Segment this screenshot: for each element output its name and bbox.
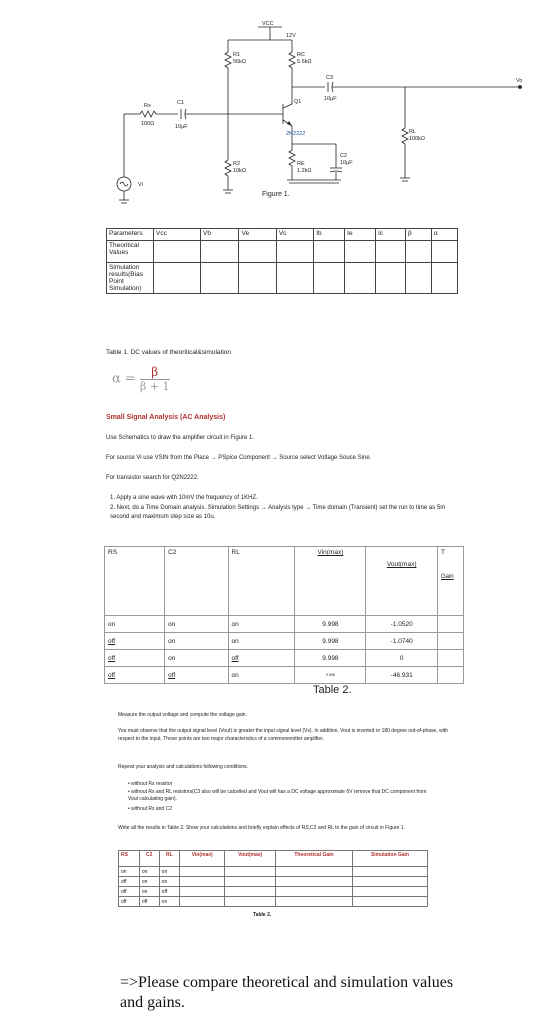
c2-value: 10µF: [340, 160, 353, 166]
q1-part: 2N2222: [286, 131, 306, 137]
t2-cell[interactable]: [437, 633, 463, 650]
t1-header: α: [431, 229, 457, 241]
t2-cell: on: [165, 650, 228, 667]
t1-header: Ic: [376, 229, 406, 241]
t3-cell: off: [139, 897, 159, 907]
t2-cell: 9.998: [295, 633, 366, 650]
vcc-value: 12V: [286, 33, 296, 39]
t1-header: Vcc: [154, 229, 201, 241]
t3-cell[interactable]: [275, 877, 352, 887]
rc-name: RC: [297, 52, 305, 58]
c1-name: C1: [177, 100, 185, 106]
figure-caption: Figure 1.: [262, 191, 290, 198]
t3-header: Theoretical Gain: [275, 851, 352, 867]
re-value: 1.2kΩ: [297, 168, 312, 174]
t1-cell[interactable]: [154, 241, 201, 263]
t2-cell: 9.998: [295, 616, 366, 633]
ac-line-1: Use Schematics to draw the amplifier circuit in Figure 1.: [106, 435, 255, 441]
t3-cell[interactable]: [180, 897, 225, 907]
t3-cell: off: [119, 877, 140, 887]
t3-cell: on: [139, 877, 159, 887]
vi-label: Vi: [138, 182, 143, 188]
t2-cell: 0: [366, 650, 438, 667]
formula-numerator: β: [140, 365, 170, 380]
t1-row-label: Simulation results(Bias Point Simulation): [107, 263, 154, 294]
t1-cell[interactable]: [314, 241, 345, 263]
r1-name: R1: [233, 52, 241, 58]
table3-caption: Table 2.: [253, 912, 272, 918]
t1-header: Vc: [276, 229, 313, 241]
t2-cell[interactable]: [437, 667, 463, 684]
t3-header: Vout(max): [225, 851, 276, 867]
t3-cell[interactable]: [275, 897, 352, 907]
bullet-text: without Rs resistor: [131, 781, 173, 787]
t2-cell: on: [228, 667, 295, 684]
bullet-item: • without Rs and C2: [128, 806, 172, 812]
t3-cell: on: [139, 887, 159, 897]
t2-header-t: T: [440, 549, 445, 556]
t3-cell[interactable]: [352, 887, 427, 897]
rc-value: 5.6kΩ: [297, 59, 312, 65]
table2-caption: Table 2.: [313, 684, 352, 696]
t3-cell: on: [159, 877, 179, 887]
bullet-text: without Rs and C2: [131, 806, 172, 812]
t1-header: Vb: [201, 229, 239, 241]
t1-cell[interactable]: [405, 263, 431, 294]
t2-cell: -1.0520: [366, 616, 438, 633]
rs-name: Rs: [144, 103, 151, 109]
t2-header: RL: [228, 547, 295, 616]
t3-cell[interactable]: [180, 887, 225, 897]
t2-cell: on: [165, 616, 228, 633]
rl-name: RL: [409, 129, 417, 135]
t3-cell[interactable]: [180, 877, 225, 887]
t2-header: RS: [105, 547, 165, 616]
t3-header: Simulation Gain: [352, 851, 427, 867]
table1-caption: Table 1. DC values of theoritical&simulation: [106, 349, 232, 356]
formula-denominator: β + 1: [139, 380, 170, 393]
t3-cell: off: [119, 897, 140, 907]
t2-cell: off: [105, 650, 165, 667]
t2-cell[interactable]: [437, 650, 463, 667]
t2-cell: -1.0740: [366, 633, 438, 650]
rl-value: 100kΩ: [409, 136, 426, 142]
t2-cell: off: [228, 650, 295, 667]
t3-cell[interactable]: [225, 887, 276, 897]
t3-cell[interactable]: [180, 867, 225, 877]
formula-lhs: α =: [112, 371, 136, 387]
ac-step-2: 2. Next, do a Time Domain analysis. Simulation Settings → Analysis type → Time domain (Transient) set the run to time as 5m second and maximum step size as 10u.: [110, 505, 446, 520]
ac-step-1: 1. Apply a sine wave with 10mV the frequency of 1KHZ.: [110, 495, 258, 501]
t3-cell[interactable]: [225, 897, 276, 907]
ac-line-2: For source Vi use VSIN from the Place → PSpice Component → Source select Voltage Souce Sine.: [106, 455, 372, 461]
t1-cell[interactable]: [431, 241, 457, 263]
t1-cell[interactable]: [239, 263, 276, 294]
t1-row-label: Theoritical Values: [107, 241, 154, 263]
compare-note: =>Please compare theoretical and simulation values and gains.: [120, 974, 454, 1011]
ac-line-3: For transistor search for Q2N2222.: [106, 475, 199, 481]
t2-cell: off: [105, 667, 165, 684]
t2-header-vin: Vin(max): [317, 549, 344, 556]
t1-header: Ib: [314, 229, 345, 241]
c3-value: 10µF: [324, 96, 337, 102]
c3-name: C3: [326, 75, 334, 81]
t1-cell[interactable]: [431, 263, 457, 294]
t3-cell[interactable]: [275, 887, 352, 897]
t3-header: RL: [159, 851, 179, 867]
t2-cell: 9.998: [295, 667, 366, 684]
t2-header: C2: [165, 547, 228, 616]
t3-header: Vin(max): [180, 851, 225, 867]
q1-name: Q1: [294, 99, 302, 105]
t2-cell: on: [228, 633, 295, 650]
t2-cell: on: [105, 616, 165, 633]
t3-cell[interactable]: [275, 867, 352, 877]
t2-header-gain: Gain: [440, 574, 454, 580]
t3-cell[interactable]: [352, 897, 427, 907]
t3-cell[interactable]: [225, 877, 276, 887]
t1-header: Parameters: [107, 229, 154, 241]
ac-results-table: [104, 546, 464, 684]
instr-p2: You must observe that the output signal level (Vout) is greater the input signal level (Vs). In addition, Vout is inverted or 180 degree out-of-phase, with respect to the input. Those points are two major characteristics of a commonemitter amplifier.: [118, 728, 449, 742]
bullet-item: • without Rs and RL resistors(C3 also will be calcelled and Vout will has a DC voltage approximate 6V remove that DC component from Vout calculating gain).: [128, 789, 427, 802]
t1-cell[interactable]: [405, 241, 431, 263]
t1-cell[interactable]: [345, 241, 376, 263]
t2-cell: off: [105, 633, 165, 650]
t3-header: RS: [119, 851, 140, 867]
t3-cell[interactable]: [225, 867, 276, 877]
circuit-schematic: [0, 0, 550, 215]
t2-cell: 9.998: [295, 650, 366, 667]
t1-cell[interactable]: [376, 241, 406, 263]
dc-values-table: [106, 228, 458, 294]
t1-header: Ie: [345, 229, 376, 241]
ac-section-title: Small Signal Analysis (AC Analysis): [106, 414, 226, 421]
t1-cell[interactable]: [239, 241, 276, 263]
t3-cell[interactable]: [352, 867, 427, 877]
r2-value: 10kΩ: [233, 168, 246, 174]
t1-cell[interactable]: [276, 241, 313, 263]
alpha-formula: [112, 365, 170, 393]
t1-cell[interactable]: [201, 241, 239, 263]
c1-value: 10µF: [175, 124, 188, 130]
t3-cell: off: [159, 887, 179, 897]
t3-cell: on: [159, 897, 179, 907]
re-name: RE: [297, 161, 305, 167]
bullet-text: without Rs and RL resistors(C3 also will be calcelled and Vout will has a DC voltage approximate 6V remove that DC component from Vout calculating gain).: [128, 789, 427, 802]
t3-cell: on: [159, 867, 179, 877]
t3-cell[interactable]: [352, 877, 427, 887]
t1-cell[interactable]: [314, 263, 345, 294]
t1-cell[interactable]: [276, 263, 313, 294]
t2-cell[interactable]: [437, 616, 463, 633]
t1-cell[interactable]: [345, 263, 376, 294]
r1-value: 56kΩ: [233, 59, 246, 65]
c2-name: C2: [340, 153, 348, 159]
t2-cell: -46.931: [366, 667, 438, 684]
t2-header-gain-col: [437, 547, 463, 616]
t3-header: C2: [139, 851, 159, 867]
t2-header: [295, 547, 366, 616]
bullet-item: • without Rs resistor: [128, 781, 173, 787]
t1-cell[interactable]: [201, 263, 239, 294]
r2-name: R2: [233, 161, 241, 167]
t3-cell: on: [119, 867, 140, 877]
t2-cell: off: [165, 667, 228, 684]
t1-cell[interactable]: [154, 263, 201, 294]
instr-p4: Write all the results in Table 2. Show your calculations and briefly explain effects of RS,C2 and RL to the gain of circuit in Figure 1.: [118, 825, 405, 831]
instr-p1: Measure the output voltage and compute the voltage gain.: [118, 712, 247, 718]
t2-cell: on: [165, 633, 228, 650]
t1-header: Ve: [239, 229, 276, 241]
results-blank-table: [118, 850, 428, 907]
vo-label: Vo: [516, 78, 523, 84]
t1-header: β: [405, 229, 431, 241]
t3-cell: off: [119, 887, 140, 897]
vcc-label: VCC: [262, 21, 274, 27]
t1-cell[interactable]: [376, 263, 406, 294]
rs-value: 100Ω: [141, 121, 155, 127]
t3-cell: on: [139, 867, 159, 877]
t2-header: [366, 547, 438, 616]
instr-p3: Repeat your analysis and calculations following conditions.: [118, 764, 249, 770]
t2-header-vout: Vout(max): [386, 561, 417, 568]
t2-cell: on: [228, 616, 295, 633]
